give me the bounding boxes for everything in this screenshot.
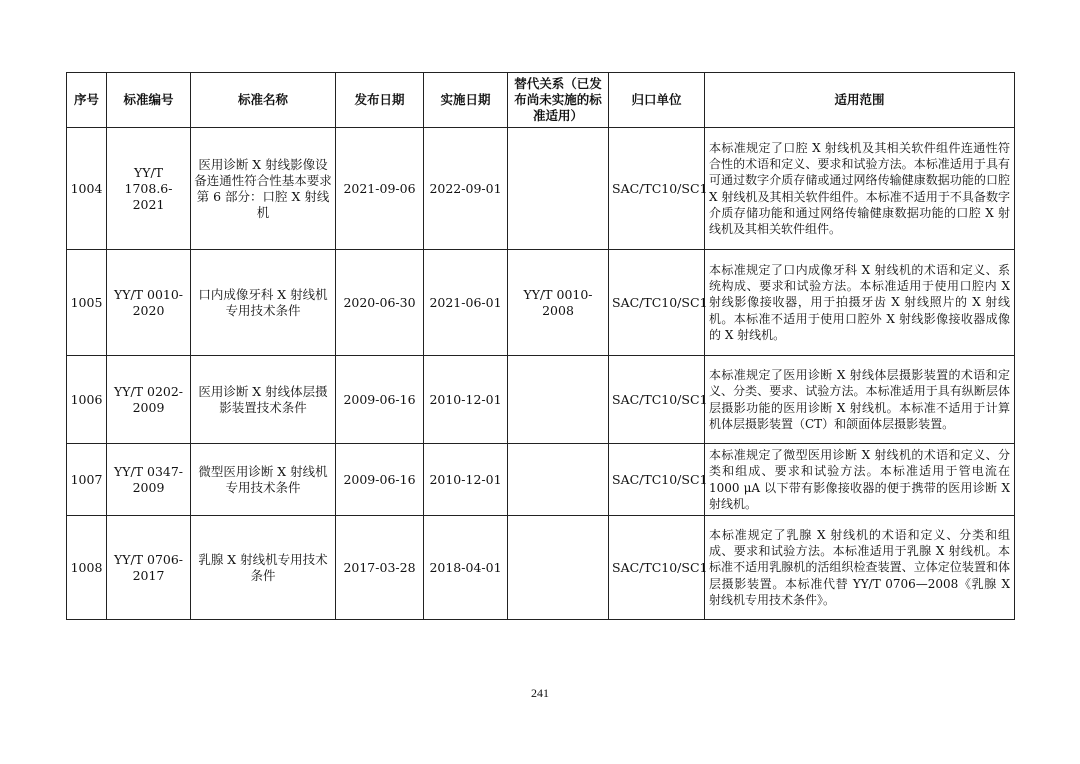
table-row — [67, 250, 1015, 356]
cell-replace — [508, 516, 609, 620]
cell-scope: 本标准规定了口内成像牙科 X 射线机的术语和定义、系统构成、要求和试验方法。本标准适用于使用口腔内 X 射线影像接收器，用于拍摄牙齿 X 射线照片的 X 射线机。本标准不适用于使用口腔外 X 射线影像接收器成像的 X 射线机。 — [705, 250, 1015, 356]
cell-name: 乳腺 X 射线机专用技术条件 — [191, 516, 336, 620]
standards-table — [66, 72, 1015, 620]
header-code: 标准编号 — [107, 73, 191, 128]
table-row — [67, 356, 1015, 444]
cell-replace — [508, 128, 609, 250]
cell-code: YY/T 1708.6-2021 — [107, 128, 191, 250]
header-name: 标准名称 — [191, 73, 336, 128]
cell-scope: 本标准规定了微型医用诊断 X 射线机的术语和定义、分类和组成、要求和试验方法。本标准适用于管电流在 1000 μA 以下带有影像接收器的便于携带的医用诊断 X 射线机。 — [705, 444, 1015, 516]
table-row — [67, 128, 1015, 250]
page-number: 241 — [531, 686, 549, 700]
cell-seq: 1006 — [67, 356, 107, 444]
cell-code: YY/T 0010-2020 — [107, 250, 191, 356]
cell-dept: SAC/TC10/SC1 — [609, 356, 705, 444]
cell-name: 微型医用诊断 X 射线机专用技术条件 — [191, 444, 336, 516]
header-scope: 适用范围 — [705, 73, 1015, 128]
cell-implement-date: 2022-09-01 — [424, 128, 508, 250]
cell-dept: SAC/TC10/SC1 — [609, 250, 705, 356]
cell-publish-date: 2021-09-06 — [336, 128, 424, 250]
header-dept: 归口单位 — [609, 73, 705, 128]
header-implement-date: 实施日期 — [424, 73, 508, 128]
cell-dept: SAC/TC10/SC1 — [609, 516, 705, 620]
cell-seq: 1005 — [67, 250, 107, 356]
cell-name: 医用诊断 X 射线影像设备连通性符合性基本要求 第 6 部分：口腔 X 射线机 — [191, 128, 336, 250]
cell-implement-date: 2021-06-01 — [424, 250, 508, 356]
cell-implement-date: 2010-12-01 — [424, 356, 508, 444]
table-row — [67, 516, 1015, 620]
cell-scope: 本标准规定了口腔 X 射线机及其相关软件组件连通性符合性的术语和定义、要求和试验方法。本标准适用于具有可通过数字介质存储或通过网络传输健康数据功能的口腔 X 射线机及其相关软件组件。本标准不适用于不具备数字介质存储功能和通过网络传输健康数据功能的口腔 X 射线机及其相关软件组件。 — [705, 128, 1015, 250]
cell-replace: YY/T 0010-2008 — [508, 250, 609, 356]
cell-publish-date: 2009-06-16 — [336, 356, 424, 444]
cell-replace — [508, 356, 609, 444]
cell-replace — [508, 444, 609, 516]
header-replace: 替代关系（已发布尚未实施的标准适用） — [508, 73, 609, 128]
cell-code: YY/T 0706-2017 — [107, 516, 191, 620]
cell-seq: 1007 — [67, 444, 107, 516]
cell-code: YY/T 0347-2009 — [107, 444, 191, 516]
cell-scope: 本标准规定了医用诊断 X 射线体层摄影装置的术语和定义、分类、要求、试验方法。本标准适用于具有纵断层体层摄影功能的医用诊断 X 射线机。本标准不适用于计算机体层摄影装置（CT）和颌面体层摄影装置。 — [705, 356, 1015, 444]
cell-name: 口内成像牙科 X 射线机专用技术条件 — [191, 250, 336, 356]
cell-seq: 1004 — [67, 128, 107, 250]
cell-publish-date: 2017-03-28 — [336, 516, 424, 620]
cell-dept: SAC/TC10/SC1 — [609, 444, 705, 516]
cell-dept: SAC/TC10/SC1 — [609, 128, 705, 250]
cell-implement-date: 2018-04-01 — [424, 516, 508, 620]
cell-publish-date: 2009-06-16 — [336, 444, 424, 516]
header-publish-date: 发布日期 — [336, 73, 424, 128]
cell-publish-date: 2020-06-30 — [336, 250, 424, 356]
header-seq: 序号 — [67, 73, 107, 128]
cell-name: 医用诊断 X 射线体层摄影装置技术条件 — [191, 356, 336, 444]
table-header-row — [67, 73, 1015, 128]
table-row — [67, 444, 1015, 516]
cell-code: YY/T 0202-2009 — [107, 356, 191, 444]
cell-implement-date: 2010-12-01 — [424, 444, 508, 516]
cell-seq: 1008 — [67, 516, 107, 620]
cell-scope: 本标准规定了乳腺 X 射线机的术语和定义、分类和组成、要求和试验方法。本标准适用于乳腺 X 射线机。本标准不适用乳腺机的活组织检查装置、立体定位装置和体层摄影装置。本标准代替 YY/T 0706—2008《乳腺 X 射线机专用技术条件》。 — [705, 516, 1015, 620]
